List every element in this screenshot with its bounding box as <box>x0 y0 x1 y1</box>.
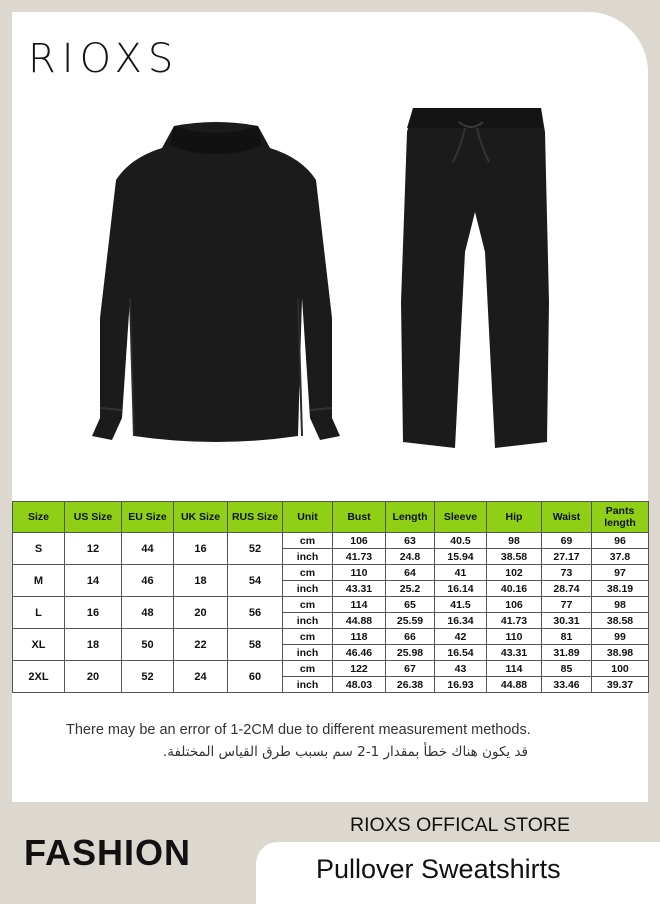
cell-us-size: 14 <box>65 565 122 597</box>
table-row <box>13 629 649 645</box>
cell-pants-length: 97 <box>592 565 649 581</box>
cell-size: M <box>13 565 65 597</box>
cell-bust: 46.46 <box>333 645 386 661</box>
cell-pants-length: 38.58 <box>592 613 649 629</box>
cell-sleeve: 16.34 <box>435 613 487 629</box>
header-sleeve: Sleeve <box>435 502 487 533</box>
cell-hip: 106 <box>487 597 542 613</box>
cell-unit: inch <box>283 677 333 693</box>
cell-length: 26.38 <box>386 677 435 693</box>
cell-uk-size: 20 <box>174 597 228 629</box>
cell-uk-size: 16 <box>174 533 228 565</box>
cell-bust: 41.73 <box>333 549 386 565</box>
cell-length: 25.98 <box>386 645 435 661</box>
cell-unit: inch <box>283 613 333 629</box>
cell-sleeve: 16.93 <box>435 677 487 693</box>
cell-waist: 85 <box>542 661 592 677</box>
sweatshirt-body <box>92 122 340 442</box>
cell-pants-length: 39.37 <box>592 677 649 693</box>
cell-eu-size: 44 <box>122 533 174 565</box>
cell-pants-length: 99 <box>592 629 649 645</box>
cell-rus-size: 56 <box>228 597 283 629</box>
cell-eu-size: 52 <box>122 661 174 693</box>
header-length: Length <box>386 502 435 533</box>
cell-length: 67 <box>386 661 435 677</box>
cell-waist: 31.89 <box>542 645 592 661</box>
cell-bust: 114 <box>333 597 386 613</box>
pants-waistband <box>407 108 543 128</box>
product-title: Pullover Sweatshirts <box>316 854 561 884</box>
cell-waist: 81 <box>542 629 592 645</box>
cell-unit: cm <box>283 629 333 645</box>
header-bust: Bust <box>333 502 386 533</box>
cell-length: 66 <box>386 629 435 645</box>
measurement-note-en: There may be an error of 1-2CM due to different measurement methods. <box>66 722 531 738</box>
cell-hip: 98 <box>487 533 542 549</box>
cell-rus-size: 58 <box>228 629 283 661</box>
cell-pants-length: 38.98 <box>592 645 649 661</box>
cell-length: 63 <box>386 533 435 549</box>
cell-bust: 44.88 <box>333 613 386 629</box>
fashion-tagline: FASHION <box>24 832 192 873</box>
cell-unit: cm <box>283 533 333 549</box>
table-row <box>13 533 649 549</box>
cell-uk-size: 24 <box>174 661 228 693</box>
size-chart-table <box>12 501 649 693</box>
cell-hip: 41.73 <box>487 613 542 629</box>
cell-waist: 30.31 <box>542 613 592 629</box>
cell-hip: 44.88 <box>487 677 542 693</box>
cell-uk-size: 22 <box>174 629 228 661</box>
cell-unit: cm <box>283 597 333 613</box>
cell-waist: 27.17 <box>542 549 592 565</box>
cell-waist: 77 <box>542 597 592 613</box>
cell-unit: inch <box>283 549 333 565</box>
cell-pants-length: 37.8 <box>592 549 649 565</box>
cell-unit: cm <box>283 661 333 677</box>
cell-sleeve: 42 <box>435 629 487 645</box>
cell-size: L <box>13 597 65 629</box>
cell-sleeve: 16.14 <box>435 581 487 597</box>
cell-bust: 43.31 <box>333 581 386 597</box>
cell-uk-size: 18 <box>174 565 228 597</box>
header-size: Size <box>13 502 65 533</box>
pants-icon <box>395 102 555 454</box>
cell-us-size: 20 <box>65 661 122 693</box>
cell-size: S <box>13 533 65 565</box>
cell-hip: 38.58 <box>487 549 542 565</box>
cell-size: 2XL <box>13 661 65 693</box>
header-hip: Hip <box>487 502 542 533</box>
cell-sleeve: 41 <box>435 565 487 581</box>
table-header-row <box>13 502 649 533</box>
measurement-note-ar: قد يكون هناك خطأ بمقدار 1-2 سم بسبب طرق القياس المختلفة. <box>162 744 528 760</box>
header-waist: Waist <box>542 502 592 533</box>
cell-length: 24.8 <box>386 549 435 565</box>
cell-length: 64 <box>386 565 435 581</box>
header-uk-size: UK Size <box>174 502 228 533</box>
table-row <box>13 661 649 677</box>
cell-sleeve: 16.54 <box>435 645 487 661</box>
cell-hip: 114 <box>487 661 542 677</box>
header-unit: Unit <box>283 502 333 533</box>
cell-waist: 69 <box>542 533 592 549</box>
cell-waist: 33.46 <box>542 677 592 693</box>
cell-unit: inch <box>283 645 333 661</box>
table-row <box>13 597 649 613</box>
cell-us-size: 16 <box>65 597 122 629</box>
brand-logo: RIOXS <box>28 36 180 82</box>
cell-sleeve: 40.5 <box>435 533 487 549</box>
cell-length: 65 <box>386 597 435 613</box>
cell-bust: 118 <box>333 629 386 645</box>
cell-rus-size: 60 <box>228 661 283 693</box>
cell-rus-size: 52 <box>228 533 283 565</box>
cell-pants-length: 98 <box>592 597 649 613</box>
cell-bust: 48.03 <box>333 677 386 693</box>
table-row <box>13 565 649 581</box>
cell-eu-size: 48 <box>122 597 174 629</box>
cell-hip: 43.31 <box>487 645 542 661</box>
cell-length: 25.2 <box>386 581 435 597</box>
cell-waist: 28.74 <box>542 581 592 597</box>
cell-us-size: 12 <box>65 533 122 565</box>
header-pants-length: Pants length <box>592 502 649 533</box>
cell-hip: 110 <box>487 629 542 645</box>
cell-unit: inch <box>283 581 333 597</box>
cell-sleeve: 41.5 <box>435 597 487 613</box>
cell-eu-size: 50 <box>122 629 174 661</box>
header-eu-size: EU Size <box>122 502 174 533</box>
cell-rus-size: 54 <box>228 565 283 597</box>
cell-pants-length: 96 <box>592 533 649 549</box>
cell-unit: cm <box>283 565 333 581</box>
cell-bust: 110 <box>333 565 386 581</box>
cell-sleeve: 15.94 <box>435 549 487 565</box>
cell-bust: 122 <box>333 661 386 677</box>
store-name: RIOXS OFFICAL STORE <box>350 814 570 836</box>
cell-hip: 102 <box>487 565 542 581</box>
header-rus-size: RUS Size <box>228 502 283 533</box>
pants-body <box>401 108 549 448</box>
cell-pants-length: 100 <box>592 661 649 677</box>
sweatshirt-icon <box>70 118 362 448</box>
cell-eu-size: 46 <box>122 565 174 597</box>
cell-bust: 106 <box>333 533 386 549</box>
header-us-size: US Size <box>65 502 122 533</box>
cell-hip: 40.16 <box>487 581 542 597</box>
cell-length: 25.59 <box>386 613 435 629</box>
cell-waist: 73 <box>542 565 592 581</box>
cell-pants-length: 38.19 <box>592 581 649 597</box>
cell-sleeve: 43 <box>435 661 487 677</box>
cell-us-size: 18 <box>65 629 122 661</box>
cell-size: XL <box>13 629 65 661</box>
